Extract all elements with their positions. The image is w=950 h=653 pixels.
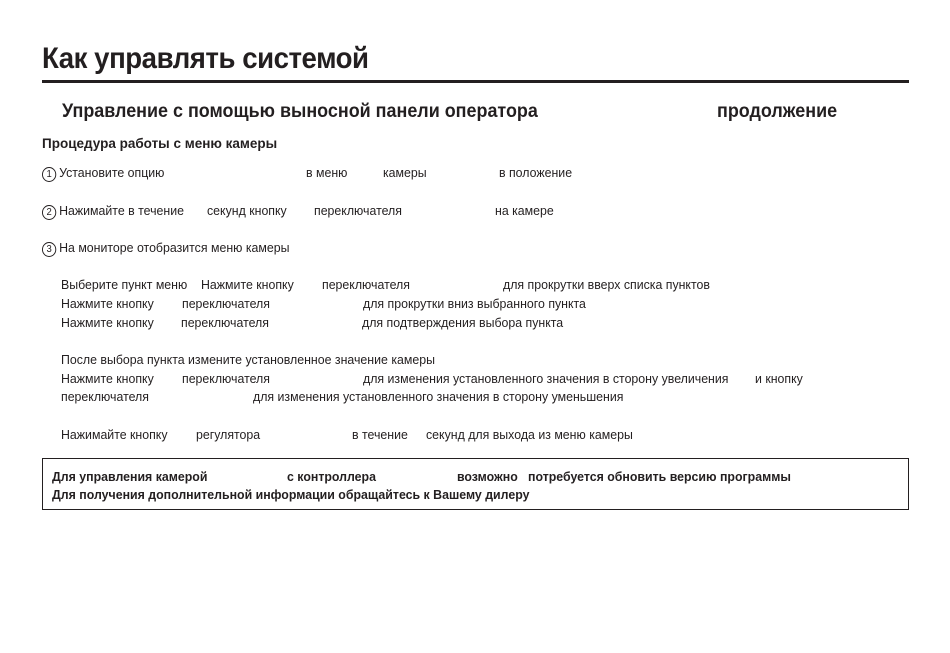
- step-number-3: 3: [42, 242, 56, 257]
- step-1-text: в положение: [499, 165, 573, 180]
- change-text: для изменения установленного значения в сторону уменьшения: [253, 389, 624, 404]
- step-number-2: 2: [42, 205, 56, 220]
- change-text: Нажмите кнопку: [61, 371, 154, 386]
- procedure-heading: Процедура работы с меню камеры: [42, 136, 278, 151]
- select-text: Нажмите кнопку: [61, 296, 154, 311]
- exit-text: Нажимайте кнопку: [61, 427, 168, 442]
- note-text: возможно: [457, 469, 518, 484]
- step-2-text: Нажимайте в течение: [59, 203, 184, 218]
- change-text: для изменения установленного значения в сторону увеличения: [363, 371, 729, 386]
- select-text: Нажмите кнопку: [201, 277, 294, 292]
- select-text: переключателя: [182, 296, 270, 311]
- change-text: и кнопку: [755, 371, 803, 386]
- note-text: с контроллера: [287, 469, 376, 484]
- select-text: для прокрутки вниз выбранного пункта: [363, 296, 586, 311]
- select-text: Выберите пункт меню: [61, 277, 188, 292]
- note-text: Для получения дополнительной информации обращайтесь к Вашему дилеру: [52, 487, 530, 502]
- step-1-text: камеры: [383, 165, 427, 180]
- exit-text: секунд для выхода из меню камеры: [426, 427, 633, 442]
- select-text: для подтверждения выбора пункта: [362, 315, 564, 330]
- title-rule: [42, 80, 909, 83]
- select-text: переключателя: [181, 315, 269, 330]
- change-intro: После выбора пункта измените установленное значение камеры: [61, 352, 435, 367]
- change-text: переключателя: [61, 389, 149, 404]
- exit-text: в течение: [352, 427, 408, 442]
- select-text: Нажмите кнопку: [61, 315, 154, 330]
- step-2-text: секунд кнопку: [207, 203, 287, 218]
- step-1-text: Установите опцию: [59, 165, 165, 180]
- select-text: переключателя: [322, 277, 410, 292]
- select-text: для прокрутки вверх списка пунктов: [503, 277, 710, 292]
- step-3-text: На мониторе отобразится меню камеры: [59, 240, 290, 255]
- step-3: [42, 240, 290, 257]
- step-2-text: переключателя: [314, 203, 402, 218]
- section-subtitle: Управление с помощью выносной панели оператора: [62, 100, 538, 122]
- note-text: потребуется обновить версию программы: [528, 469, 791, 484]
- change-text: переключателя: [182, 371, 270, 386]
- note-box: [42, 458, 909, 510]
- continued-label: продолжение: [717, 100, 838, 122]
- step-1: [42, 165, 164, 182]
- note-text: Для управления камерой: [52, 469, 208, 484]
- step-2: [42, 203, 184, 220]
- exit-text: регулятора: [196, 427, 261, 442]
- step-number-1: 1: [42, 167, 56, 182]
- page-title: Как управлять системой: [42, 42, 369, 75]
- step-1-text: в меню: [306, 165, 348, 180]
- step-2-text: на камере: [495, 203, 554, 218]
